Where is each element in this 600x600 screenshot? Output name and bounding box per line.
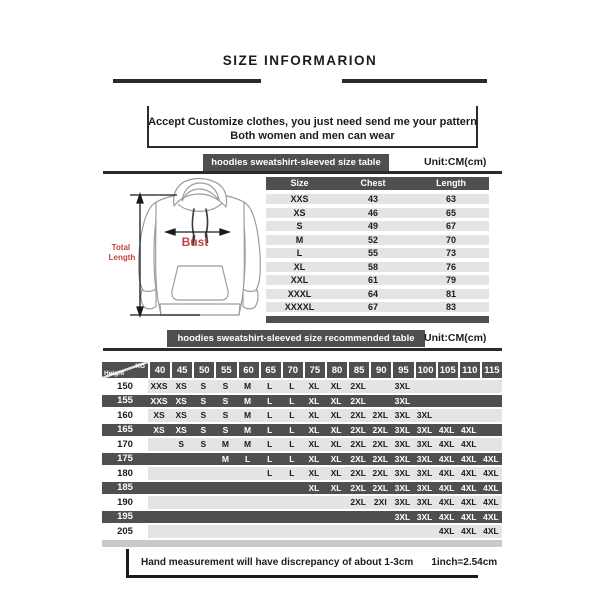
size-recommendation-cell: 3XL (416, 439, 433, 450)
size-recommendation-cell (480, 424, 502, 437)
height-value: 160 (117, 409, 133, 421)
size-recommendation-cell: M (244, 395, 252, 406)
size-recommendation-cell: S (222, 424, 229, 435)
size-recommendation-cell (281, 482, 303, 495)
size-recommendation-cell: S (200, 381, 207, 392)
height-value: 150 (117, 380, 133, 392)
size-recommendation-cell: XL (308, 381, 320, 392)
weight-header-row (102, 362, 502, 378)
size-recommendation-cell (414, 395, 436, 408)
chest-value: 52 (368, 234, 379, 245)
size-recommendation-cell: 2XL (350, 482, 366, 493)
recommended-table-row (102, 511, 502, 524)
size-recommendation-cell (347, 511, 369, 524)
size-recommendation-cell: L (267, 424, 273, 435)
size-table-row (266, 289, 489, 299)
size-recommendation-cell (391, 525, 413, 538)
size-recommendation-cell (170, 511, 192, 524)
size-value: XS (293, 207, 306, 218)
chest-value: 67 (368, 302, 379, 312)
size-value: XXXL (287, 288, 312, 299)
size-recommendation-cell: 2XL (350, 395, 366, 406)
chest-value: 55 (368, 248, 379, 258)
weight-header-cell: 60 (239, 362, 259, 378)
size-recommendation-cell (237, 482, 259, 495)
size-recommendation-cell: 2XI (373, 497, 387, 508)
size-recommendation-cell: 2XL (350, 468, 366, 479)
size-recommendation-cell: 3XL (394, 424, 411, 435)
size-recommendation-cell: L (267, 381, 273, 392)
recommended-row-cells (148, 409, 502, 422)
size-recommendation-cell: XS (175, 424, 187, 435)
size-recommendation-cell: 4XL (483, 453, 499, 464)
size-recommendation-cell (237, 511, 259, 524)
size-recommendation-cell (237, 467, 259, 480)
size-recommendation-cell (480, 395, 502, 408)
recommended-table-body (102, 380, 502, 538)
size-recommendation-cell (259, 482, 281, 495)
height-axis-label: Height (104, 370, 125, 377)
size-recommendation-cell: S (178, 439, 185, 450)
size-recommendation-cell (214, 511, 236, 524)
size-recommendation-cell: 3XL (394, 468, 411, 479)
size-recommendation-cell: XS (153, 424, 165, 435)
chest-value: 43 (368, 194, 379, 204)
size-recommendation-cell (414, 380, 436, 393)
recommended-table-row (102, 496, 502, 509)
size-recommendation-cell: 4XL (483, 511, 499, 522)
size-recommendation-cell: 3XL (416, 453, 433, 464)
height-value: 155 (117, 395, 133, 407)
size-recommendation-cell: 3XL (394, 381, 411, 392)
size-recommendation-cell: L (289, 453, 295, 464)
recommended-table-row (102, 438, 502, 451)
size-recommendation-cell: XXS (150, 381, 168, 392)
footer-conversion: 1inch=2.54cm (431, 556, 498, 568)
size-recommendation-cell: 4XL (461, 526, 477, 537)
recommended-row-cells (148, 424, 502, 437)
size-recommendation-cell: 2XL (350, 424, 366, 435)
size-recommendation-cell: 3XL (416, 410, 433, 421)
size-value: M (295, 234, 304, 245)
size-recommendation-cell (480, 409, 502, 422)
size-recommendation-cell: 4XL (438, 468, 455, 479)
height-value: 195 (117, 511, 133, 523)
size-recommendation-cell (148, 496, 170, 509)
size-value: XXXXL (284, 302, 315, 312)
size-recommendation-cell (458, 409, 480, 422)
height-value: 170 (117, 438, 133, 450)
recommended-table-row (102, 409, 502, 422)
size-recommendation-cell: XL (330, 395, 342, 406)
size-recommendation-cell (192, 496, 214, 509)
length-column-header: Length (436, 178, 467, 189)
weight-header-cell: 95 (393, 362, 413, 378)
unit-label-size-table: Unit:CM(cm) (424, 156, 487, 168)
size-recommendation-cell (281, 511, 303, 524)
size-recommendation-cell: M (244, 439, 252, 450)
size-recommendation-cell (192, 511, 214, 524)
recommended-row-cells (148, 496, 502, 509)
recommended-table-row (102, 467, 502, 480)
size-recommendation-cell (369, 395, 391, 408)
size-recommendation-cell: XL (330, 453, 342, 464)
size-column-header: Size (290, 178, 309, 189)
recommended-row-cells (148, 453, 502, 466)
size-recommendation-cell (458, 395, 480, 408)
size-recommendation-cell: XS (175, 410, 187, 421)
size-value: XL (293, 261, 306, 272)
size-recommendation-cell (237, 496, 259, 509)
notice-line1: Accept Customize clothes, you just need send me your pattern (148, 116, 477, 128)
size-recommendation-cell (148, 453, 170, 466)
size-recommendation-cell: 4XL (461, 453, 477, 464)
size-recommendation-cell: L (267, 453, 273, 464)
size-recommendation-cell: L (289, 424, 295, 435)
size-recommendation-cell (170, 525, 192, 538)
size-recommendation-cell: M (221, 439, 229, 450)
recommended-table-row (102, 395, 502, 408)
size-recommendation-cell: 3XL (394, 453, 411, 464)
size-recommendation-cell: XL (330, 468, 342, 479)
title-underline-right (342, 79, 487, 83)
size-recommendation-cell: L (289, 439, 295, 450)
size-recommendation-cell (259, 496, 281, 509)
size-recommendation-cell: 4XL (438, 482, 455, 493)
unit-label-recommended-table: Unit:CM(cm) (424, 332, 487, 344)
recommended-row-cells (148, 380, 502, 393)
height-value: 165 (117, 424, 133, 436)
size-recommendation-cell: XS (175, 381, 187, 392)
size-table (266, 177, 489, 323)
length-value: 83 (446, 302, 457, 312)
size-recommendation-cell: XL (308, 468, 320, 479)
size-recommendation-cell: 3XL (394, 410, 411, 421)
size-recommendation-cell: S (200, 410, 207, 421)
size-recommendation-cell: XL (330, 424, 342, 435)
size-recommendation-cell: 4XL (461, 482, 477, 493)
size-value: L (296, 248, 303, 258)
kg-axis-label: KG (135, 363, 145, 370)
weight-header-cell: 100 (416, 362, 436, 378)
chest-value: 61 (368, 275, 379, 285)
size-recommendation-cell (281, 496, 303, 509)
size-recommendation-cell: 2XL (350, 410, 366, 421)
size-recommendation-cell (480, 380, 502, 393)
weight-header-cell: 75 (305, 362, 325, 378)
size-recommendation-cell (170, 453, 192, 466)
chest-column-header: Chest (360, 178, 386, 189)
size-recommendation-cell: L (267, 439, 273, 450)
size-value: S (296, 221, 303, 231)
size-recommendation-cell (436, 380, 458, 393)
size-recommendation-cell (148, 525, 170, 538)
size-recommendation-cell (214, 482, 236, 495)
size-recommendation-cell: 4XL (461, 468, 477, 479)
total-length-label: Total Length (108, 243, 136, 262)
size-recommendation-cell: M (221, 453, 229, 464)
size-recommendation-cell: 4XL (461, 424, 477, 435)
length-value: 76 (446, 261, 457, 272)
size-recommendation-cell (148, 482, 170, 495)
weight-header-cell: 65 (261, 362, 281, 378)
size-recommendation-cell: XL (330, 482, 342, 493)
size-recommendation-cell: 4XL (483, 482, 499, 493)
footer-note: Hand measurement will have discrepancy of about 1-3cm (141, 556, 414, 568)
size-recommendation-cell: S (200, 439, 207, 450)
size-recommendation-cell: 3XL (394, 511, 411, 522)
size-recommendation-cell (259, 525, 281, 538)
size-recommendation-cell: S (200, 395, 207, 406)
size-recommendation-cell: XS (175, 395, 187, 406)
size-recommendation-cell (347, 525, 369, 538)
page-title: SIZE INFORMARION (222, 53, 378, 68)
weight-header-cell: 105 (438, 362, 458, 378)
size-recommendation-cell: XL (308, 410, 320, 421)
height-value: 190 (117, 496, 133, 508)
recommended-row-cells (148, 395, 502, 408)
size-table-row (266, 221, 489, 231)
footer-note-area (126, 549, 498, 578)
hoodie-measurement-diagram (98, 174, 263, 324)
size-recommendation-cell (325, 525, 347, 538)
height-weight-corner-cell (102, 362, 148, 378)
size-recommendation-cell (436, 395, 458, 408)
size-table-row (266, 194, 489, 204)
recommended-row-cells (148, 482, 502, 495)
size-table-body (266, 194, 489, 312)
height-value: 180 (117, 467, 133, 479)
size-recommendation-cell: 2XL (372, 410, 389, 421)
size-recommendation-cell: L (267, 468, 273, 479)
recommended-table-title-bar: hoodies sweatshirt-sleeved size recommended table (167, 330, 425, 347)
recommended-table-row (102, 453, 502, 466)
size-recommendation-cell (214, 496, 236, 509)
recommended-table-row (102, 424, 502, 437)
size-recommendation-cell: 4XL (438, 497, 455, 508)
size-value: XXS (290, 194, 309, 204)
length-value: 70 (446, 234, 457, 245)
length-value: 73 (446, 248, 457, 258)
size-table-row (266, 248, 489, 258)
size-recommendation-cell: L (244, 453, 251, 464)
size-recommendation-cell: S (222, 381, 229, 392)
size-recommendation-cell: 4XL (461, 497, 477, 508)
size-recommendation-cell (458, 380, 480, 393)
bust-label: Bust (181, 235, 209, 249)
weight-header-cell: 90 (371, 362, 391, 378)
size-recommendation-cell: XL (308, 424, 320, 435)
size-recommendation-cell (237, 525, 259, 538)
size-table-bottom-bar (266, 316, 489, 323)
size-recommendation-cell: 4XL (438, 453, 455, 464)
size-recommendation-cell: 3XL (416, 511, 433, 522)
size-recommendation-cell: 3XL (416, 497, 433, 508)
size-recommendation-cell (480, 438, 502, 451)
chest-value: 49 (368, 221, 379, 231)
weight-header-cell: 110 (460, 362, 480, 378)
size-recommendation-cell (369, 511, 391, 524)
size-recommendation-cell: 2XL (372, 482, 389, 493)
size-recommendation-cell (170, 482, 192, 495)
size-recommendation-cell: 4XL (438, 526, 455, 537)
size-recommendation-cell: XL (330, 410, 342, 421)
size-recommendation-cell (369, 380, 391, 393)
size-recommendation-cell (148, 511, 170, 524)
size-recommendation-cell: XL (308, 395, 320, 406)
size-recommendation-cell: S (222, 410, 229, 421)
weight-header-cell: 50 (194, 362, 214, 378)
size-recommendation-cell (325, 511, 347, 524)
chest-value: 46 (368, 207, 379, 218)
size-recommendation-cell: 2XL (372, 424, 389, 435)
recommended-table-bottom-band (102, 540, 502, 547)
size-recommendation-cell: 3XL (416, 482, 433, 493)
size-recommendation-cell (414, 525, 436, 538)
weight-header-cell: 70 (283, 362, 303, 378)
size-recommendation-cell: XS (153, 410, 165, 421)
length-value: 65 (446, 207, 457, 218)
length-value: 81 (446, 288, 457, 299)
size-table-row (266, 235, 489, 245)
size-recommendation-cell: S (222, 395, 229, 406)
size-recommendation-cell (325, 496, 347, 509)
size-recommendation-cell: L (267, 410, 273, 421)
size-table-header-row (266, 177, 489, 190)
recommended-row-cells (148, 511, 502, 524)
size-recommendation-cell: 2XL (350, 381, 366, 392)
recommended-table-row (102, 380, 502, 393)
size-recommendation-cell: XL (330, 381, 342, 392)
section-divider (103, 348, 502, 351)
size-table-row (266, 262, 489, 272)
size-recommendation-cell (192, 467, 214, 480)
chest-value: 64 (368, 288, 379, 299)
size-recommendation-cell: 4XL (483, 526, 499, 537)
size-recommendation-cell: 2XL (350, 497, 366, 508)
size-recommendation-cell: S (200, 424, 207, 435)
size-recommendation-cell: 2XL (372, 468, 389, 479)
recommended-row-cells (148, 467, 502, 480)
size-table-row (266, 302, 489, 312)
recommended-row-cells (148, 438, 502, 451)
weight-header-cell: 45 (172, 362, 192, 378)
size-recommendation-cell: 2XL (350, 453, 366, 464)
size-recommendation-cell (259, 511, 281, 524)
size-recommendation-cell: 4XL (461, 511, 477, 522)
size-recommendation-cell: M (244, 424, 252, 435)
size-recommendation-cell: 3XL (394, 482, 411, 493)
size-recommendation-cell: 3XL (394, 395, 411, 406)
size-recommendation-cell (148, 467, 170, 480)
chest-value: 58 (368, 261, 379, 272)
weight-header-cell: 85 (349, 362, 369, 378)
height-value: 185 (117, 482, 133, 494)
size-recommendation-cell (192, 482, 214, 495)
height-value: 205 (117, 525, 133, 537)
size-recommendation-cell: 4XL (438, 511, 455, 522)
length-value: 67 (446, 221, 457, 231)
recommended-row-cells (148, 525, 502, 538)
size-recommendation-cell: 4XL (461, 439, 477, 450)
size-recommendation-cell: L (289, 468, 295, 479)
recommended-table-row (102, 525, 502, 538)
size-recommendation-cell (281, 525, 303, 538)
size-recommendation-cell: L (289, 381, 295, 392)
size-recommendation-cell: 2XL (350, 439, 366, 450)
size-recommendation-cell: M (244, 410, 252, 421)
size-recommendation-cell: 3XL (416, 424, 433, 435)
size-recommendation-cell (436, 409, 458, 422)
height-value: 175 (117, 453, 133, 465)
size-recommendation-cell: 4XL (438, 439, 455, 450)
size-recommendation-cell: 3XL (416, 468, 433, 479)
recommended-size-table (102, 362, 502, 547)
length-value: 79 (446, 275, 457, 285)
weight-header-cell: 40 (150, 362, 170, 378)
size-recommendation-cell (303, 496, 325, 509)
size-table-row (266, 208, 489, 218)
size-value: XXL (290, 275, 309, 285)
size-recommendation-cell (148, 438, 170, 451)
size-recommendation-cell (369, 525, 391, 538)
size-recommendation-cell: L (267, 395, 273, 406)
weight-header-cell: 80 (327, 362, 347, 378)
weight-header-cell: 55 (216, 362, 236, 378)
customize-notice-box (147, 106, 478, 148)
size-recommendation-cell (303, 525, 325, 538)
size-recommendation-cell: 2XL (372, 453, 389, 464)
size-recommendation-cell: XL (308, 482, 320, 493)
size-recommendation-cell: XL (308, 439, 320, 450)
size-recommendation-cell (303, 511, 325, 524)
size-recommendation-cell (192, 453, 214, 466)
length-value: 63 (446, 194, 457, 204)
notice-line2: Both women and men can wear (230, 129, 395, 142)
size-recommendation-cell: M (244, 381, 252, 392)
size-recommendation-cell (192, 525, 214, 538)
size-recommendation-cell: L (289, 395, 295, 406)
size-recommendation-cell: XL (330, 439, 342, 450)
size-table-title-bar: hoodies sweatshirt-sleeved size table (203, 154, 389, 171)
size-recommendation-cell (170, 496, 192, 509)
size-recommendation-cell: 2XL (372, 439, 389, 450)
size-recommendation-cell: L (289, 410, 295, 421)
size-table-row (266, 275, 489, 285)
size-recommendation-cell: 4XL (438, 424, 455, 435)
size-recommendation-cell: 4XL (483, 468, 499, 479)
size-recommendation-cell (214, 467, 236, 480)
size-recommendation-cell (170, 467, 192, 480)
recommended-table-row (102, 482, 502, 495)
size-recommendation-cell: XL (308, 453, 320, 464)
weight-header-cell: 115 (482, 362, 502, 378)
size-recommendation-cell: 3XL (394, 497, 411, 508)
size-recommendation-cell: 4XL (483, 497, 499, 508)
size-recommendation-cell: XXS (150, 395, 168, 406)
size-recommendation-cell: 3XL (394, 439, 411, 450)
title-underline-left (113, 79, 261, 83)
size-recommendation-cell (214, 525, 236, 538)
